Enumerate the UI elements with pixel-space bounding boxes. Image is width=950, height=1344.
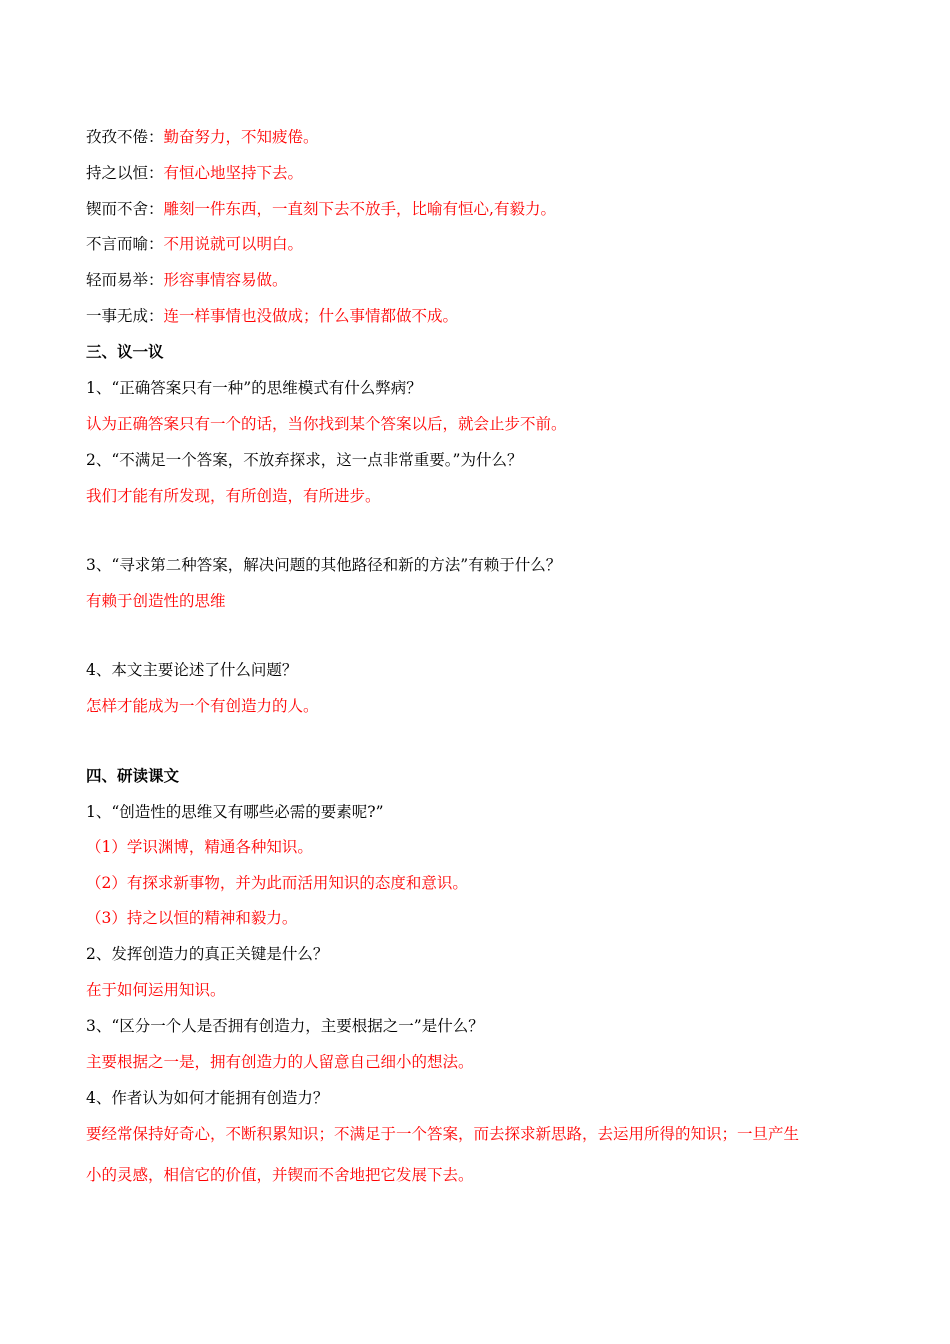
vocab-term: 轻而易举： (86, 271, 164, 289)
vocab-meaning: 勤奋努力，不知疲倦。 (163, 128, 319, 146)
question: 2、发挥创造力的真正关键是什么？ (86, 945, 329, 963)
answer: 小的灵感，相信它的价值，并锲而不舍地把它发展下去。 (86, 1166, 474, 1184)
vocab-term: 不言而喻： (86, 235, 164, 253)
vocab-item (86, 126, 319, 148)
answer: （1）学识渊博，精通各种知识。 (86, 838, 313, 856)
vocab-meaning: 雕刻一件东西，一直刻下去不放手，比喻有恒心,有毅力。 (163, 200, 556, 218)
answer: 怎样才能成为一个有创造力的人。 (86, 697, 319, 715)
vocab-item (86, 269, 288, 291)
question: 4、作者认为如何才能拥有创造力？ (86, 1089, 329, 1107)
question: 1、“正确答案只有一种”的思维模式有什么弊病？ (86, 379, 422, 397)
answer: 认为正确答案只有一个的话，当你找到某个答案以后，就会止步不前。 (86, 415, 567, 433)
question: 2、“不满足一个答案，不放弃探求，这一点非常重要。”为什么？ (86, 451, 523, 469)
vocab-item (86, 233, 303, 255)
vocab-term: 一事无成： (86, 307, 164, 325)
answer: 在于如何运用知识。 (86, 981, 226, 999)
answer: 有赖于创造性的思维 (86, 592, 226, 610)
answer: 要经常保持好奇心，不断积累知识；不满足于一个答案，而去探求新思路，去运用所得的知识；一旦产生 (86, 1125, 800, 1143)
question: 1、“创造性的思维又有哪些必需的要素呢?” (86, 803, 384, 821)
question: 3、“区分一个人是否拥有创造力，主要根据之一”是什么？ (86, 1017, 484, 1035)
vocab-term: 锲而不舍： (86, 200, 164, 218)
vocab-item (86, 198, 556, 220)
answer: （3）持之以恒的精神和毅力。 (86, 909, 298, 927)
vocab-meaning: 连一样事情也没做成；什么事情都做不成。 (163, 307, 459, 325)
answer: 主要根据之一是，拥有创造力的人留意自己细小的想法。 (86, 1053, 474, 1071)
vocab-meaning: 不用说就可以明白。 (163, 235, 304, 253)
vocab-item (86, 305, 458, 327)
vocab-meaning: 形容事情容易做。 (163, 271, 288, 289)
section-heading: 四、研读课文 (86, 766, 180, 785)
vocab-meaning: 有恒心地坚持下去。 (163, 164, 304, 182)
vocab-term: 孜孜不倦： (86, 128, 164, 146)
answer: （2）有探求新事物，并为此而活用知识的态度和意识。 (86, 874, 468, 892)
question: 4、本文主要论述了什么问题？ (86, 661, 298, 679)
question: 3、“寻求第二种答案，解决问题的其他路径和新的方法”有赖于什么？ (86, 556, 562, 574)
vocab-term: 持之以恒： (86, 164, 164, 182)
vocab-item (86, 162, 303, 184)
answer: 我们才能有所发现，有所创造，有所进步。 (86, 487, 381, 505)
section-heading: 三、议一议 (86, 342, 164, 361)
